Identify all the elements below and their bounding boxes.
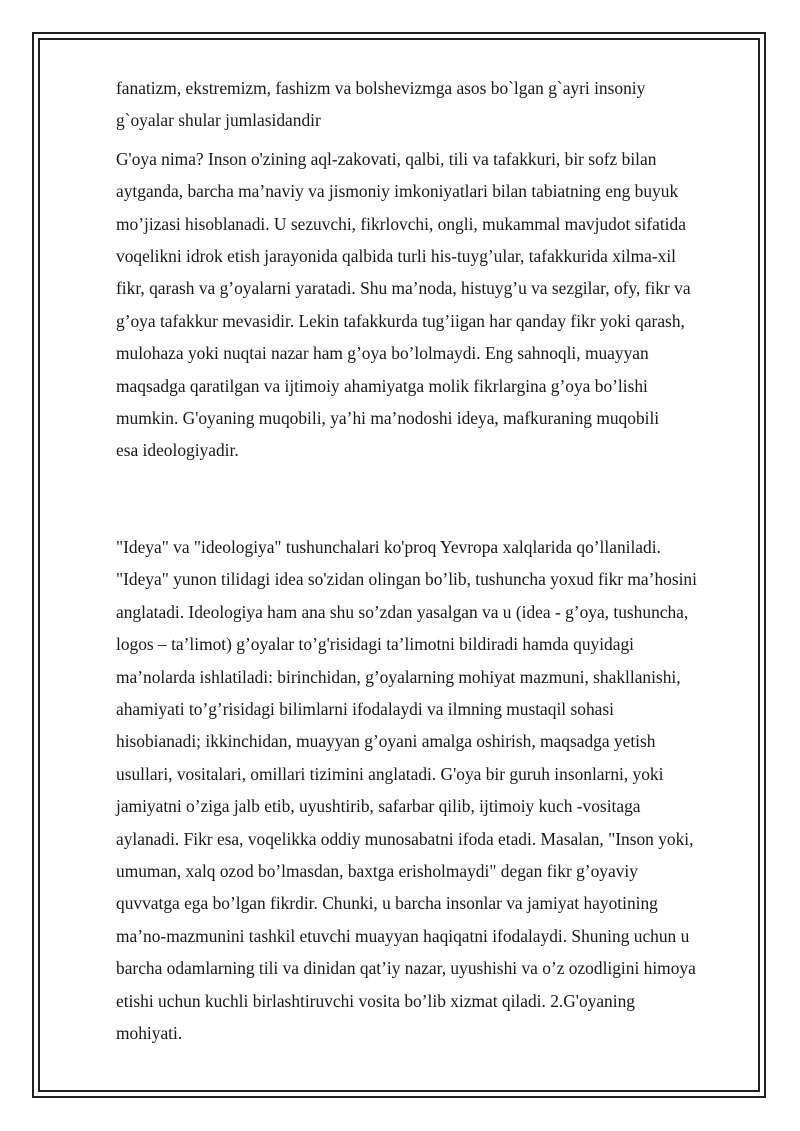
text-line: "Ideya" yunon tilidagi idea so'zidan olingan bo’lib, tushuncha yoxud fikr ma’hosini bbox=[116, 569, 697, 590]
text-line: umuman, xalq ozod bo’lmasdan, baxtga erisholmaydi" degan fikr g’oyaviy bbox=[116, 860, 638, 881]
text-line: barcha odamlarning tili va dinidan qat’iy nazar, uyushishi va o’z ozodligini himoya bbox=[116, 958, 696, 979]
text-line: mo’jizasi hisoblanadi. U sezuvchi, fikrlovchi, ongli, mukammal mavjudot sifatida bbox=[116, 213, 686, 234]
text-line: voqelikni idrok etish jarayonida qalbida turli his-tuyg’ular, tafakkurida xilma-xil bbox=[116, 246, 677, 267]
text-line: "Ideya" va "ideologiya" tushunchalari ko'proq Yevropa xalqlarida qo’llaniladi. bbox=[116, 536, 661, 557]
text-line: ahamiyati to’g’risidagi bilimlarni ifodalaydi va ilmning mustaqil sohasi bbox=[116, 698, 614, 719]
text-line: mulohaza yoki nuqtai nazar ham g’oya bo’lolmaydi. Eng sahnoqli, muayyan bbox=[116, 343, 649, 364]
text-line: ma’no-mazmunini tashkil etuvchi muayyan haqiqatni ifodalaydi. Shuning uchun u bbox=[116, 925, 690, 946]
text-line: logos – ta’limot) g’oyalar to’g'risidagi ta’limotni bildiradi hamda quyidagi bbox=[116, 634, 634, 655]
text-line: fikr, qarash va g’oyalarni yaratadi. Shu ma’noda, histuyg’u va sezgilar, ofy, fikr va bbox=[116, 278, 691, 299]
text-line: jamiyatni o’ziga jalb etib, uyushtirib, safarbar qilib, ijtimoiy kuch -vositaga bbox=[116, 796, 641, 817]
paragraph bbox=[116, 143, 716, 467]
document-body bbox=[116, 72, 716, 1049]
text-line: maqsadga qaratilgan va ijtimoiy ahamiyatga molik fikrlargina g’oya bo’lishi bbox=[116, 375, 648, 396]
paragraph bbox=[116, 531, 716, 1050]
text-line: ma’nolarda ishlatiladi: birinchidan, g’oyalarning mohiyat mazmuni, shakllanishi, bbox=[116, 666, 681, 687]
text-line: aytganda, barcha ma’naviy va jismoniy imkoniyatlari bilan tabiatning eng buyuk bbox=[116, 181, 679, 202]
text-line: esa ideologiyadir. bbox=[116, 440, 239, 461]
text-line: anglatadi. Ideologiya ham ana shu so’zdan yasalgan va u (idea - g’oya, tushuncha, bbox=[116, 601, 689, 622]
text-line: fanatizm, ekstremizm, fashizm va bolshevizmga asos bo`lgan g`ayri insoniy bbox=[116, 78, 646, 98]
text-line: mohiyati. bbox=[116, 1022, 183, 1043]
paragraph bbox=[116, 72, 716, 137]
text-line: hisobianadi; ikkinchidan, muayyan g’oyani amalga oshirish, maqsadga yetish bbox=[116, 731, 656, 752]
text-line: mumkin. G'oyaning muqobili, ya’hi ma’nodoshi ideya, mafkuraning muqobili bbox=[116, 408, 660, 429]
text-line: aylanadi. Fikr esa, voqelikka oddiy munosabatni ifoda etadi. Masalan, "Inson yoki, bbox=[116, 828, 694, 849]
text-line: quvvatga ega bo’lgan fikrdir. Chunki, u barcha insonlar va jamiyat hayotining bbox=[116, 893, 658, 914]
text-line: g`oyalar shular jumlasidandir bbox=[116, 110, 321, 131]
text-line: usullari, vositalari, omillari tizimini anglatadi. G'oya bir guruh insonlarni, yoki bbox=[116, 763, 664, 784]
text-line: G'oya nima? Inson o'zining aql-zakovati, qalbi, tili va tafakkuri, bir sofz bilan bbox=[116, 148, 657, 169]
text-line: g’oya tafakkur mevasidir. Lekin tafakkurda tug’iigan har qanday fikr yoki qarash, bbox=[116, 310, 685, 331]
text-line: etishi uchun kuchli birlashtiruvchi vosita bo’lib xizmat qiladi. 2.G'oyaning bbox=[116, 990, 635, 1011]
